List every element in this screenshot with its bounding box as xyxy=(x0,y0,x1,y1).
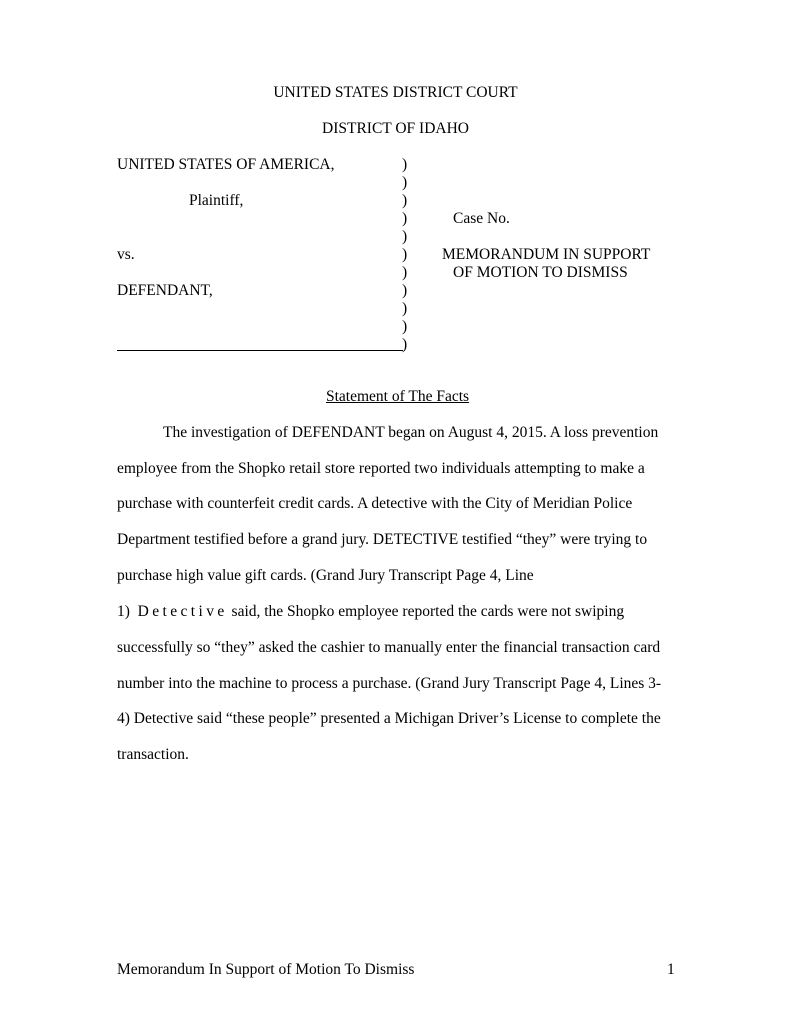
case-number-label: Case No. xyxy=(453,210,510,227)
versus-label: vs. xyxy=(117,246,135,263)
caption-paren: ) xyxy=(402,174,408,191)
body-line: successfully so “they” asked the cashier to manually enter the financial transaction card xyxy=(117,639,661,656)
caption-paren: ) xyxy=(402,210,408,227)
section-heading xyxy=(326,388,469,406)
section-heading-text: Statement of The Facts xyxy=(326,388,470,405)
caption-paren: ) xyxy=(402,228,408,245)
court-district: DISTRICT OF IDAHO xyxy=(322,120,469,137)
plaintiff-label: Plaintiff, xyxy=(189,192,244,209)
body-line: transaction. xyxy=(117,746,189,763)
caption-paren: ) xyxy=(402,264,408,281)
caption-paren: ) xyxy=(402,282,408,299)
body-line-prefix: 1) xyxy=(117,603,130,620)
body-line: number into the machine to process a purchase. (Grand Jury Transcript Page 4, Lines 3- xyxy=(117,675,662,692)
caption-underline-rule xyxy=(117,350,403,351)
caption-paren: ) xyxy=(402,318,408,335)
body-line: Department testified before a grand jury. DETECTIVE testified “they” were trying to xyxy=(117,531,648,548)
caption-paren: ) xyxy=(402,192,408,209)
caption-paren: ) xyxy=(402,156,408,173)
body-line: The investigation of DEFENDANT began on August 4, 2015. A loss prevention xyxy=(163,424,659,441)
plaintiff-party: UNITED STATES OF AMERICA, xyxy=(117,156,335,173)
body-line: purchase high value gift cards. (Grand Jury Transcript Page 4, Line xyxy=(117,567,534,584)
caption-paren: ) xyxy=(402,300,408,317)
body-line xyxy=(117,603,624,621)
body-line: purchase with counterfeit credit cards. A detective with the City of Meridian Police xyxy=(117,495,633,512)
document-title-line2: OF MOTION TO DISMISS xyxy=(453,264,628,281)
document-title-line1: MEMORANDUM IN SUPPORT xyxy=(442,246,651,263)
caption-paren: ) xyxy=(402,336,408,353)
footer-title: Memorandum In Support of Motion To Dismiss xyxy=(117,961,415,978)
body-line: 4) Detective said “these people” presented a Michigan Driver’s License to complete the xyxy=(117,710,661,727)
page-number: 1 xyxy=(667,961,675,978)
defendant-party: DEFENDANT, xyxy=(117,282,213,299)
body-line-spaced-word: Detective xyxy=(137,603,228,620)
caption-paren: ) xyxy=(402,246,408,263)
body-line: employee from the Shopko retail store reported two individuals attempting to make a xyxy=(117,460,645,477)
body-line-rest: said, the Shopko employee reported the cards were not swiping xyxy=(231,603,625,620)
court-title: UNITED STATES DISTRICT COURT xyxy=(273,84,518,101)
